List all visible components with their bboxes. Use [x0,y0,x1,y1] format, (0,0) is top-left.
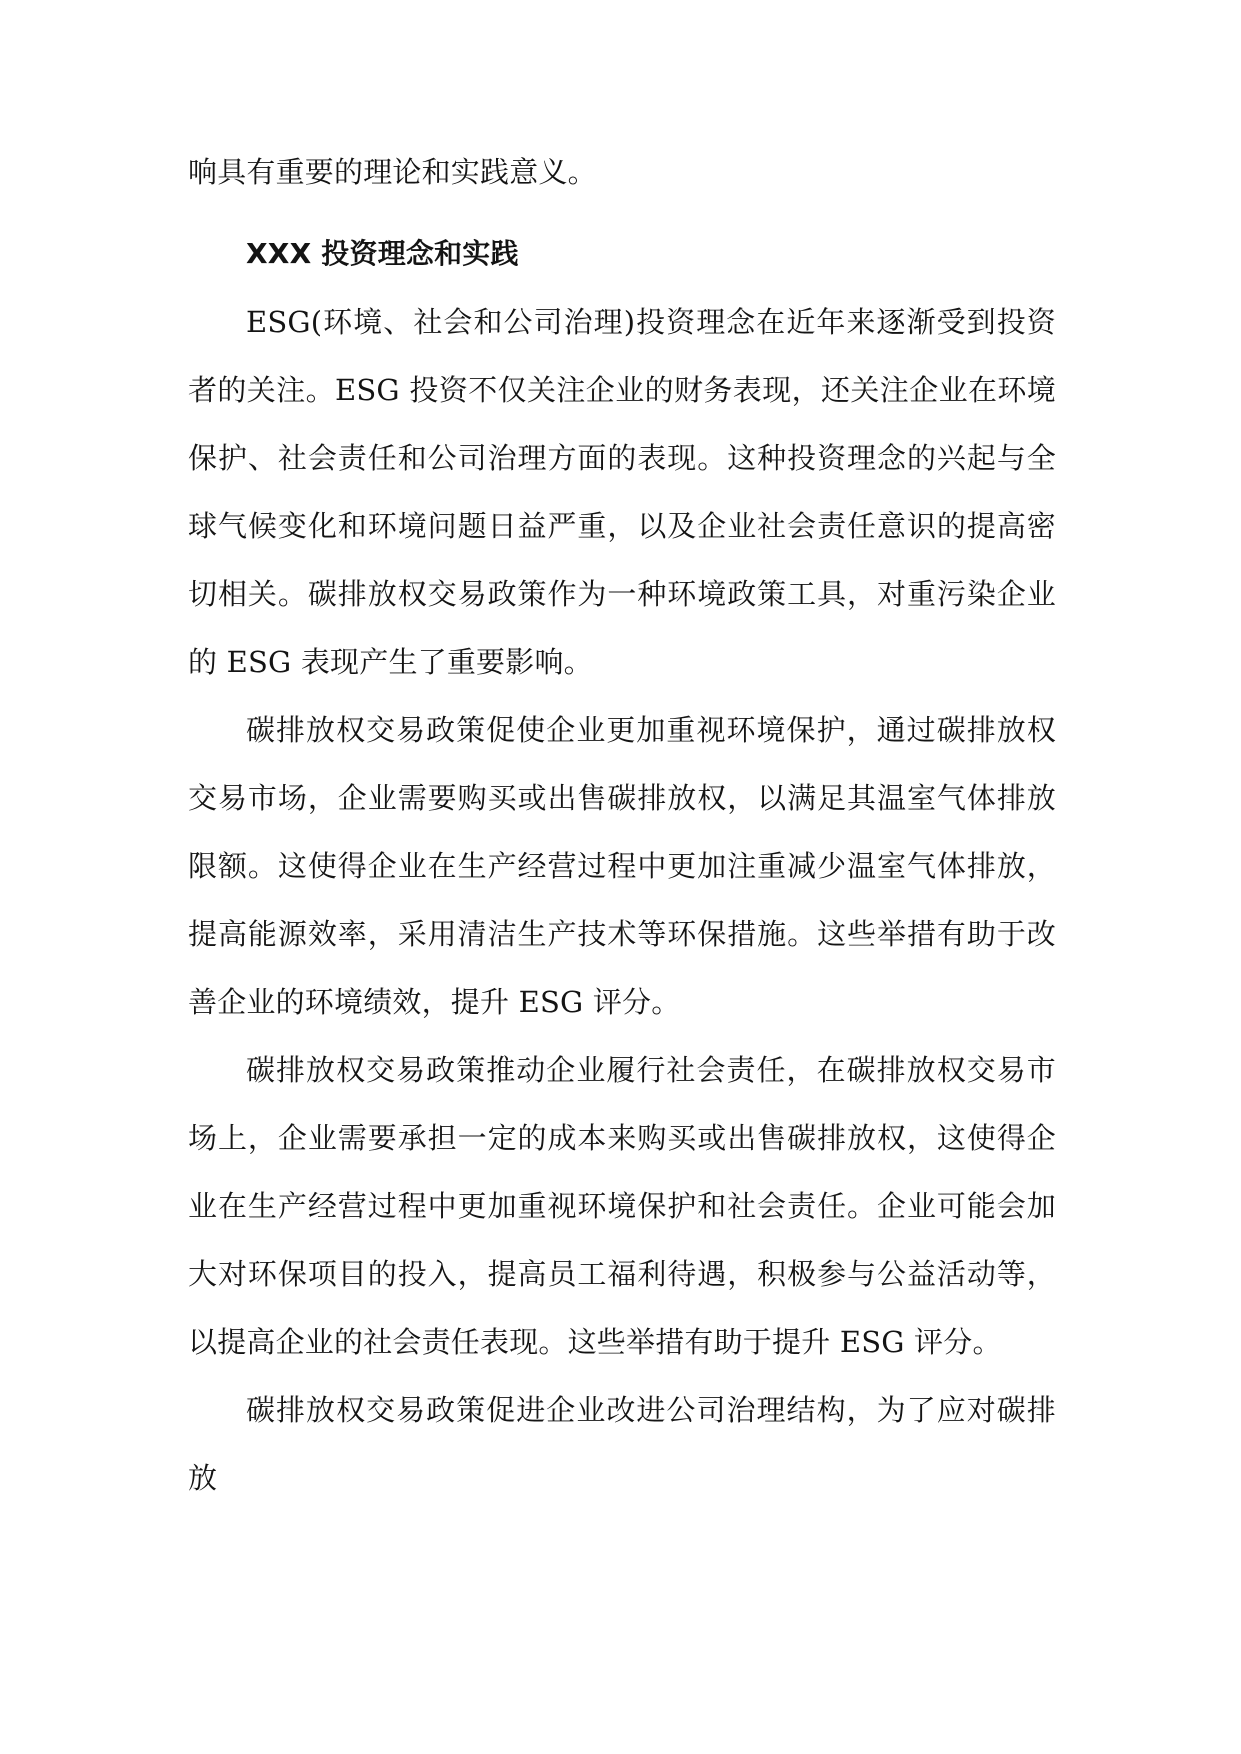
paragraph-social-responsibility: 碳排放权交易政策推动企业履行社会责任，在碳排放权交易市场上，企业需要承担一定的成本来购买或出售碳排放权，这使得企业在生产经营过程中更加重视环境保护和社会责任。企业可能会加大对环保项目的投入，提高员工福利待遇，积极参与公益活动等，以提高企业的社会责任表现。这些举措有助于提升 ESG 评分。 [188,1053,1056,1359]
paragraph-governance: 碳排放权交易政策促进企业改进公司治理结构，为了应对碳排放 [188,1393,1056,1495]
paragraph-environment: 碳排放权交易政策促使企业更加重视环境保护，通过碳排放权交易市场，企业需要购买或出售碳排放权，以满足其温室气体排放限额。这使得企业在生产经营过程中更加注重减少温室气体排放，提高能源效率，采用清洁生产技术等环保措施。这些举措有助于改善企业的环境绩效，提升 ESG 评分。 [188,713,1056,1019]
section-heading: XXX 投资理念和实践 [246,237,519,270]
continuation-text: 响具有重要的理论和实践意义。 [188,155,597,189]
document-body [188,138,1056,1512]
paragraph-esg-concept: ESG(环境、社会和公司治理)投资理念在近年来逐渐受到投资者的关注。ESG 投资不仅关注企业的财务表现，还关注企业在环境保护、社会责任和公司治理方面的表现。这种投资理念的兴起与全球气候变化和环境问题日益严重，以及企业社会责任意识的提高密切相关。碳排放权交易政策作为一种环境政策工具，对重污染企业的 ESG 表现产生了重要影响。 [188,305,1056,679]
